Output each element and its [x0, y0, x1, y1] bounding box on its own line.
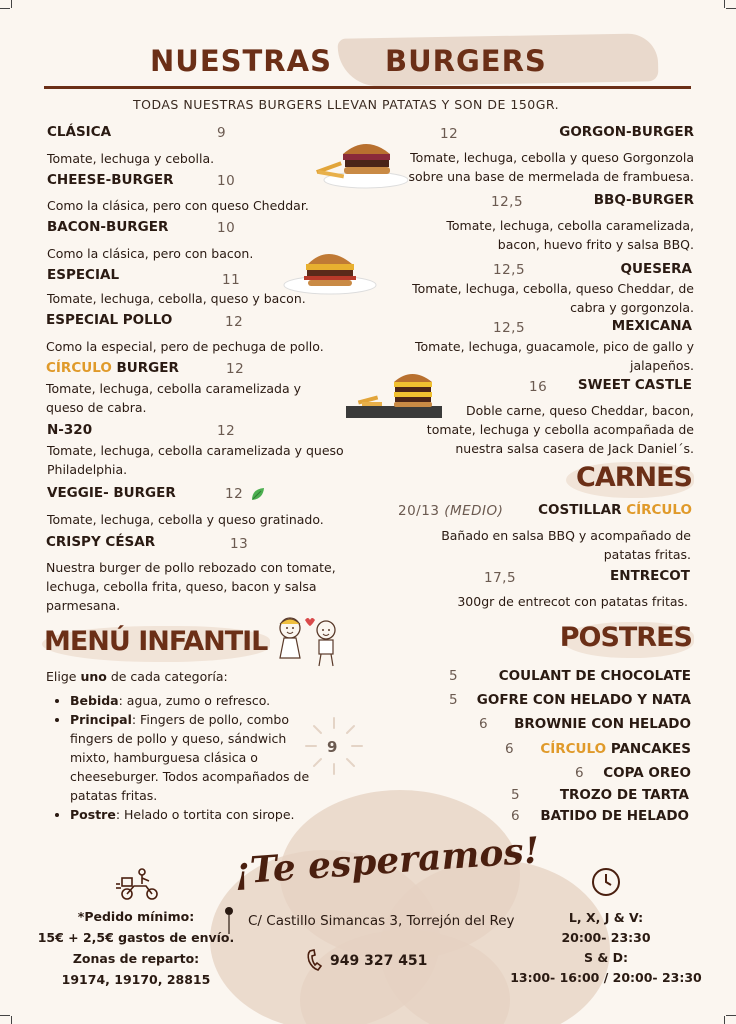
crop-mark — [11, 0, 12, 8]
item-name: ESPECIAL POLLO — [46, 312, 173, 328]
brand-accent: CÍRCULO — [626, 502, 692, 518]
item-name-main: COSTILLAR — [538, 502, 627, 518]
dessert-name: BATIDO DE HELADO — [540, 808, 689, 824]
item-price: 12 — [217, 423, 236, 439]
list-item — [70, 691, 318, 710]
item-price: 6 — [575, 765, 585, 781]
crop-mark — [726, 1015, 736, 1016]
item-name: CRISPY CÉSAR — [46, 534, 156, 550]
tagline: ¡Te esperamos! — [232, 829, 541, 893]
item-price: 12 — [440, 126, 459, 142]
header-rule — [44, 86, 691, 89]
list-item-text: : Helado o tortita con sirope. — [115, 807, 295, 822]
item-price: 13 — [230, 536, 249, 552]
item-name-rest: BURGER — [111, 360, 179, 376]
item-desc: Como la especial, pero de pechuga de pollo. — [46, 339, 324, 354]
item-desc: Tomate, lechuga, cebolla caramelizada y queso Philadelphia. — [47, 443, 344, 477]
price-note: (MEDIO) — [444, 503, 504, 519]
list-item-text: : agua, zumo o refresco. — [118, 693, 271, 708]
hours-line: L, X, J & V: — [568, 910, 644, 925]
list-item — [70, 710, 318, 805]
delivery-line: 19174, 19170, 28815 — [61, 972, 211, 987]
item-desc: Tomate, lechuga, cebolla y queso Gorgonzola sobre una base de mermelada de frambuesa. — [408, 150, 694, 184]
list-item-label: Principal — [70, 712, 132, 727]
item-name — [46, 360, 179, 376]
crop-mark — [0, 1015, 10, 1016]
brand-accent: CÍRCULO — [46, 360, 112, 376]
pin-icon — [224, 906, 234, 938]
list-item-label: Postre — [70, 807, 116, 822]
item-desc: Tomate, lechuga, cebolla y queso gratinado. — [47, 512, 324, 527]
item-name: CLÁSICA — [47, 124, 112, 140]
list-item — [70, 805, 318, 824]
delivery-line: Zonas de reparto: — [72, 951, 200, 966]
dessert-name-rest: PANCAKES — [606, 741, 691, 757]
dessert-name: BROWNIE CON HELADO — [514, 716, 691, 732]
item-price: 5 — [511, 787, 521, 803]
item-name: BBQ-BURGER — [593, 192, 694, 208]
item-price: 10 — [217, 173, 236, 189]
item-price: 16 — [529, 379, 548, 395]
item-price: 9 — [217, 125, 227, 141]
page-subtitle: TODAS NUESTRAS BURGERS LLEVAN PATATAS Y SON DE 150GR. — [133, 97, 560, 112]
item-desc: Tomate, lechuga, cebolla caramelizada, bacon, huevo frito y salsa BBQ. — [446, 218, 694, 252]
address: C/ Castillo Simancas 3, Torrejón del Rey — [248, 913, 515, 929]
item-name: N-320 — [47, 422, 93, 438]
item-desc: Como la clásica, pero con queso Cheddar. — [47, 198, 309, 213]
item-desc: Tomate, lechuga, cebolla, queso y bacon. — [47, 291, 306, 306]
scooter-icon — [116, 866, 162, 906]
phone-icon — [306, 948, 324, 976]
infantil-intro — [46, 667, 228, 686]
item-desc: Tomate, lechuga, cebolla caramelizada y queso de cabra. — [46, 381, 302, 415]
item-desc: Tomate, lechuga y cebolla. — [47, 151, 215, 166]
item-name: VEGGIE- BURGER — [47, 485, 176, 501]
item-desc: Doble carne, queso Cheddar, bacon, tomate, lechuga y cebolla acompañada de nuestra salsa casera de Jack Daniel´s. — [426, 403, 694, 456]
item-desc: Bañado en salsa BBQ y acompañado de patatas fritas. — [441, 528, 691, 562]
item-price: 12,5 — [493, 262, 526, 278]
hours-line: 20:00- 23:30 — [561, 930, 651, 945]
item-name: CHEESE-BURGER — [47, 172, 174, 188]
leaf-icon — [250, 486, 266, 506]
item-name: BACON-BURGER — [47, 219, 169, 235]
item-name: MEXICANA — [611, 318, 692, 334]
delivery-line: *Pedido mínimo: — [77, 909, 195, 924]
item-desc: 300gr de entrecot con patatas fritas. — [457, 594, 688, 609]
item-price: 6 — [511, 808, 521, 824]
item-price: 6 — [505, 741, 515, 757]
item-desc: Como la clásica, pero con bacon. — [47, 246, 254, 261]
dessert-name: GOFRE CON HELADO Y NATA — [476, 692, 691, 708]
item-desc: Tomate, lechuga, guacamole, pico de gallo y jalapeños. — [415, 339, 694, 373]
dessert-name — [540, 741, 691, 757]
section-title-postres: POSTRES — [559, 622, 692, 653]
item-desc: Tomate, lechuga, cebolla, queso Cheddar, de cabra y gorgonzola. — [412, 281, 694, 315]
infantil-list — [48, 691, 318, 824]
item-price: 5 — [449, 668, 459, 684]
section-title-carnes: CARNES — [576, 462, 692, 493]
item-price: 12,5 — [491, 194, 524, 210]
item-price: 12,5 — [493, 320, 526, 336]
hours-line: 13:00- 16:00 / 20:00- 23:30 — [510, 970, 702, 985]
item-name: ENTRECOT — [610, 568, 690, 584]
dessert-name: COPA OREO — [603, 765, 691, 781]
crop-mark — [724, 0, 725, 8]
intro-text: Elige — [46, 669, 81, 684]
item-name: SWEET CASTLE — [577, 377, 692, 393]
intro-text: de cada categoría: — [106, 669, 228, 684]
delivery-line: 15€ + 2,5€ gastos de envío. — [37, 930, 235, 945]
infantil-price: 9 — [327, 738, 338, 756]
item-price — [398, 503, 503, 519]
page-title-right: BURGERS — [385, 44, 547, 78]
item-price: 12 — [226, 361, 245, 377]
delivery-info — [36, 906, 236, 990]
list-item-label: Bebida — [70, 693, 119, 708]
dessert-name: COULANT DE CHOCOLATE — [498, 668, 691, 684]
hours-line: S & D: — [584, 950, 628, 965]
item-price: 17,5 — [484, 570, 517, 586]
item-name: GORGON-BURGER — [559, 124, 694, 140]
carnes-price: 20/13 — [398, 503, 440, 519]
item-price: 11 — [222, 272, 241, 288]
page-title-left: NUESTRAS — [150, 44, 332, 78]
item-name — [538, 502, 692, 518]
item-price: 5 — [449, 692, 459, 708]
list-item-text: : Fingers de pollo, combo fingers de pollo y queso, sándwich mixto, hamburguesa clásica o cheeseburger. Todos acompañados de patatas fritas. — [70, 712, 310, 803]
kids-drawing — [272, 614, 350, 670]
item-price: 6 — [479, 716, 489, 732]
intro-bold: uno — [80, 669, 107, 684]
opening-hours — [506, 908, 706, 988]
crop-mark — [11, 1016, 12, 1024]
burger-photo — [308, 130, 408, 190]
section-title-infantil: MENÚ INFANTIL — [44, 626, 268, 657]
clock-icon — [590, 866, 622, 902]
item-price: 10 — [217, 220, 236, 236]
crop-mark — [0, 8, 10, 9]
item-name: ESPECIAL — [47, 267, 120, 283]
item-price: 12 — [225, 486, 244, 502]
crop-mark — [724, 1016, 725, 1024]
item-name: QUESERA — [620, 261, 692, 277]
dessert-name: TROZO DE TARTA — [559, 787, 689, 803]
crop-mark — [726, 8, 736, 9]
item-desc: Nuestra burger de pollo rebozado con tomate, lechuga, cebolla frita, queso, bacon y salsa parmesana. — [46, 560, 336, 613]
phone-number[interactable]: 949 327 451 — [330, 953, 428, 969]
brand-accent: CÍRCULO — [540, 741, 607, 757]
item-price: 12 — [225, 314, 244, 330]
